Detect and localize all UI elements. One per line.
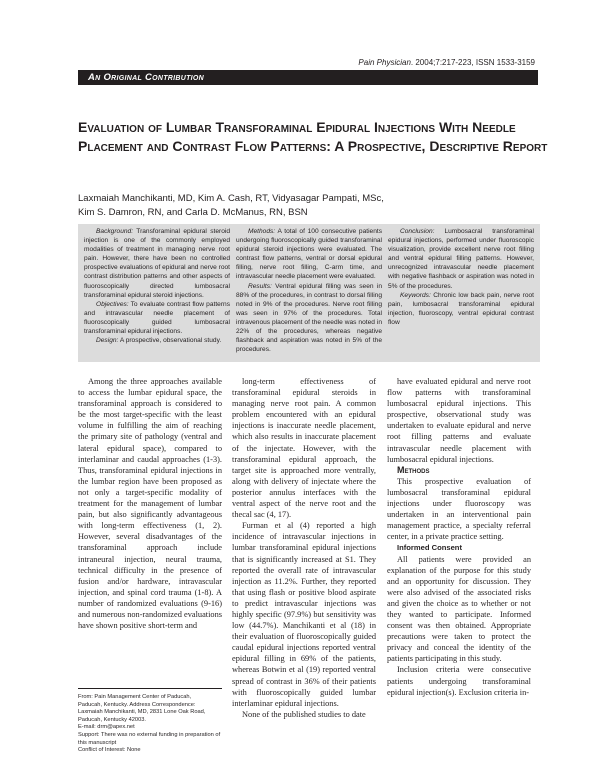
background-text: Transforaminal epidural steroid injection is one of the commonly employed modalities of treatment in managing nerve root pain. However, there have been no controlled prospective evaluations of epidural and nerve root contrast distribution patterns and other aspects of fluoroscopically directed lumbosacral transforaminal epidural steroid injections. (84, 228, 230, 299)
body-column-2 (232, 376, 376, 720)
footnote-rule (78, 688, 222, 689)
footnote-line: Paducah, Kentucky 42003. (78, 716, 146, 723)
background-label: Background: (96, 228, 134, 235)
abstract-box (78, 224, 540, 362)
methods-text: A total of 100 consecutive patients undergoing fluoroscopically guided transforaminal epidural steroid injections were evaluated. The contrast flow patterns, ventral or dorsal epidural filling, nerve root filling, C-arm time, and intravascular needle placement were evaluated. (236, 228, 382, 281)
abstract-background (84, 227, 230, 300)
abstract-conclusion (388, 227, 534, 291)
footnote-line: Laxmaiah Manchikanti, MD, 2831 Lone Oak Road, (78, 709, 206, 716)
design-text: A prospective, observational study. (118, 337, 222, 345)
body-paragraph: Among the three approaches available to access the lumbar epidural space, the transforaminal approach is considered to be the most target-specific with the least volume in fulfilling the aim of reaching the primary site of pathology (ventral and lateral epidural space), compared to interlaminar and caudal approaches (1-3). Thus, transforaminal epidural injections in the lumbar region have been proposed as not only a target-specific modality of treatment for the management of lumbar pain, but also significantly advantageous with long-term effectiveness (1, 2). However, several disadvantages of the transforaminal approach include intraneural injection, neural trauma, technical difficulty in the presence of fusion and/or hardware, intravascular injection, and spinal cord trauma (1-8). A number of randomized evaluations (9-16) and numerous non-randomized evaluations have shown positive short-term and (78, 377, 222, 631)
keywords-label: Keywords: (400, 291, 431, 299)
body-paragraph: long-term effectiveness of transforaminal epidural steroids in managing nerve root pain. A common problem encountered with an epidural injections is inaccurate needle placement, which also results in inaccurate placement of the injectate. However, with the transforaminal epidural approach, the target site is approached more ventrally, along with delivery of injectate where the posterior annulus interfaces with the ventral aspect of the nerve root and the thecal sac (4, 17). (232, 377, 376, 520)
body-paragraph: Inclusion criteria were consecutive patients undergoing transforaminal epidural injection(s). Exclusion criteria in- (387, 665, 531, 697)
objectives-label: Objectives: (96, 300, 129, 308)
footnote-support: Support: There was no external funding in preparation of this manuscript (78, 731, 221, 746)
body-column-3 (387, 376, 531, 698)
running-head (358, 58, 535, 67)
abstract-column-2 (236, 227, 382, 354)
footnote (78, 694, 222, 755)
abstract-column-1 (84, 227, 230, 345)
results-text: Ventral epidural filling was seen in 88% of the procedures, in contrast to dorsal filling noted in 9% of the procedures. Nerve root filling was seen in 97% of the procedures. Total intravenous placement of the needle was noted in 22% of the procedures, whereas negative flashback and aspiration was noted in 5% of the procedures. (236, 282, 382, 354)
design-label: Design: (96, 337, 119, 345)
abstract-keywords (388, 291, 534, 327)
abstract-results (236, 282, 382, 355)
methods-heading: Methods (397, 464, 430, 475)
body-column-1 (78, 376, 222, 631)
abstract-objectives (84, 300, 230, 336)
conclusion-text: Lumbosacral transforaminal epidural injections, performed under fluoroscopic visualization, provide excellent nerve root filling and ventral epidural filling patterns. However, unrecognized intravascular needle placement with negative flashback or aspiration was noted in 5% of the procedures. (388, 228, 534, 290)
body-paragraph: This prospective evaluation of lumbosacral transforaminal epidural injections under fluoroscopy was undertaken in an interventional pain management practice, a specialty referral center, in a private practice setting. (387, 476, 531, 542)
conclusion-label: Conclusion: (400, 228, 435, 235)
body-paragraph: None of the published studies to date (242, 709, 366, 719)
objectives-text: To evaluate contrast flow patterns and intravascular needle placement of fluoroscopically guided lumbosacral transforaminal epidural injections. (84, 300, 230, 336)
keywords-text: Chronic low back pain, nerve root pain, lumbosacral transforaminal epidural injection, fluoroscopy, ventral epidural contrast flow (388, 291, 534, 326)
abstract-methods (236, 227, 382, 282)
author-line-1: Laxmaiah Manchikanti, MD, Kim A. Cash, RT, Vidyasagar Pampati, MSc, (78, 193, 384, 204)
author-line-2: Kim S. Damron, RN, and Carla D. McManus, RN, BSN (78, 206, 308, 218)
section-banner-label: An Original Contribution (88, 72, 205, 83)
citation: . 2004;7:217-223, ISSN 1533-3159 (410, 58, 535, 67)
body-paragraph: have evaluated epidural and nerve root flow patterns with transforaminal lumbosacral epidural injections. This prospective, observational study was undertaken to evaluate epidural and nerve root filling patterns and evaluate intravascular needle placement with lumbosacral epidural injections. (387, 377, 531, 464)
journal-name: Pain Physician (358, 58, 411, 67)
footnote-email: E-mail: drm@apex.net (78, 724, 135, 731)
footnote-line: Paducah, Kentucky. Address Correspondence: (78, 701, 196, 708)
abstract-column-3 (388, 227, 534, 327)
methods-label: Methods: (248, 228, 276, 235)
footnote-line: From: Pain Management Center of Paducah, (78, 694, 192, 700)
section-banner (78, 70, 538, 85)
footnote-conflict: Conflict of Interest: None (78, 747, 141, 754)
informed-consent-heading: Informed Consent (397, 543, 462, 553)
body-paragraph: All patients were provided an explanation of the purpose for this study and an opportunity for discussion. They were also advised of the associated risks and given the choice as to whether or not they wanted to participate. Informed consent was then obtained. Appropriate precautions were taken to protect the privacy and conceal the identity of the patients participating in this study. (387, 554, 531, 664)
body-paragraph: Furman et al (4) reported a high incidence of intravascular injections in lumbar transforaminal epidural injections that is significantly increased at S1. They reported the overall rate of intravascular injection as 11.2%. Further, they reported that using flash or positive blood aspirate to predict intravascular injections was highly specific (97.9%) but sensitivity was low (44.7%). Manchikanti et al (18) in their evaluation of fluoroscopically guided caudal epidural injections reported ventral epidural filling in 69% of the patients, whereas Botwin et al (19) reported ventral spread of contrast in 36% of their patients with fluoroscopically guided lumbar interlaminar epidural injections. (232, 521, 376, 708)
author-list (78, 192, 548, 219)
abstract-design (84, 336, 230, 345)
results-label: Results: (248, 282, 272, 290)
article-title: Evaluation of Lumbar Transforaminal Epidural Injections With Needle Placement and Contrast Flow Patterns: A Prospective, Descriptive Report (78, 119, 548, 154)
